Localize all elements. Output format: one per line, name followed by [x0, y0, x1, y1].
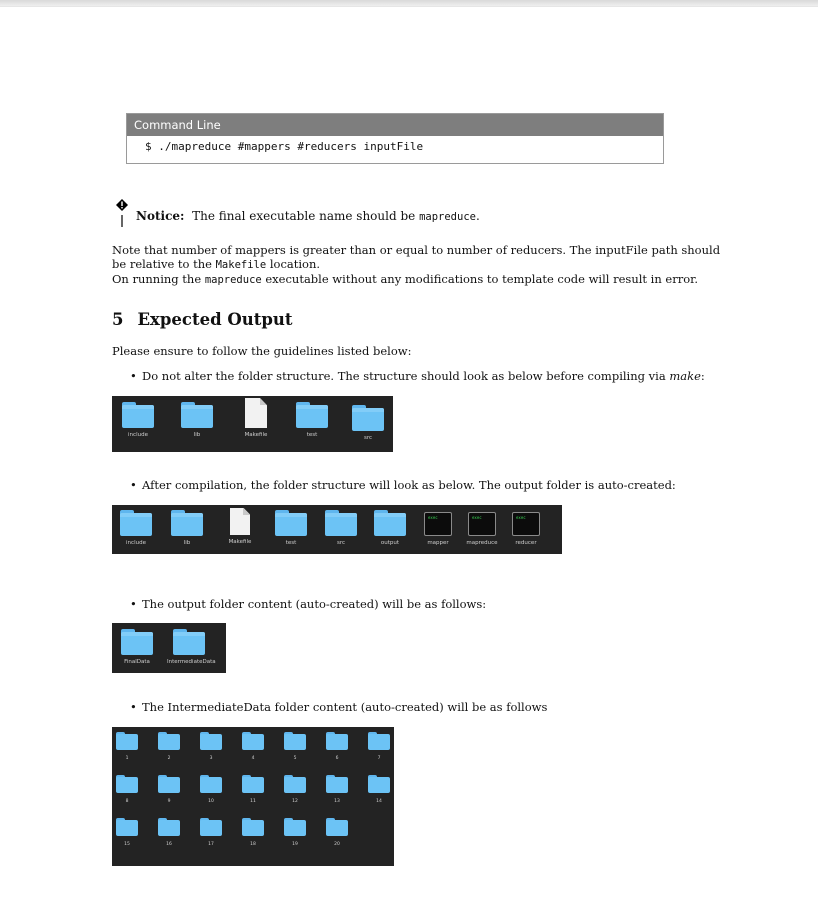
item-label: include: [128, 432, 148, 438]
folder-item: [158, 818, 180, 849]
folder-icon: [200, 818, 222, 836]
folder-icon: [181, 402, 213, 428]
folder-icon: [242, 732, 264, 750]
item-label: test: [306, 432, 318, 438]
folder-icon: [326, 732, 348, 750]
item-label: 2: [167, 756, 171, 761]
folder-item: [116, 818, 138, 849]
folder-icon: [326, 775, 348, 793]
folder-item: [284, 732, 306, 763]
folder-item: [116, 775, 138, 806]
folder-item: [290, 402, 334, 439]
document-icon: [230, 508, 250, 535]
command-line-title: Command Line: [127, 114, 663, 136]
item-label: test: [285, 540, 297, 546]
folder-item: [319, 510, 363, 547]
notice-text: [136, 209, 480, 223]
bullet-2: • After compilation, the folder structure will look as below. The output folder is auto-created:: [130, 478, 676, 492]
para-line-2-post: location.: [269, 257, 321, 271]
viewer-top-bar: [0, 0, 818, 7]
para-line-1: Note that number of mappers is greater than or equal to number of reducers. The inputFile path should: [112, 243, 721, 257]
folder-item: [242, 818, 264, 849]
folder-icon: [171, 510, 203, 536]
bullet-3-text: The output folder content (auto-created) will be as follows:: [142, 597, 487, 611]
para-line-3-pre: On running the: [112, 272, 202, 286]
folder-item: [368, 510, 412, 547]
folder-icon: [200, 732, 222, 750]
folder-item: [167, 629, 216, 666]
section-title: Expected Output: [137, 310, 293, 329]
folder-icon: [368, 775, 390, 793]
para-line-2-pre: be relative to the: [112, 257, 212, 271]
para-line-3: [112, 272, 698, 286]
item-label: output: [380, 540, 400, 546]
command-text: $ ./mapreduce #mappers #reducers inputFile: [145, 140, 424, 153]
folder-icon: [116, 775, 138, 793]
executable-item: [504, 512, 548, 547]
terminal-executable-icon: [512, 512, 540, 536]
executable-item: [416, 512, 460, 547]
executable-item: [460, 512, 504, 547]
folder-item: [368, 775, 390, 806]
para-line-2-code: Makefile: [215, 259, 267, 271]
item-label: 9: [167, 799, 171, 804]
item-label: 14: [376, 799, 382, 804]
item-label: src: [336, 540, 346, 546]
item-label: mapreduce: [466, 540, 498, 546]
folder-icon: [326, 818, 348, 836]
folder-structure-panel: [112, 396, 393, 452]
item-label: 7: [377, 756, 381, 761]
notice-code: mapreduce: [419, 211, 476, 223]
folder-icon: [116, 732, 138, 750]
folder-item: [284, 818, 306, 849]
compiled-structure-panel: [112, 505, 562, 554]
folder-item: [242, 775, 264, 806]
folder-icon: [284, 732, 306, 750]
section-intro: Please ensure to follow the guidelines listed below:: [112, 344, 412, 358]
item-label: 1: [125, 756, 129, 761]
folder-icon: [374, 510, 406, 536]
item-label: Makefile: [244, 432, 268, 438]
bullet-1-text: Do not alter the folder structure. The structure should look as below before compiling via: [142, 369, 666, 383]
item-label: 4: [251, 756, 255, 761]
folder-item: [346, 405, 390, 442]
para-line-2: [112, 257, 320, 271]
folder-item: [368, 732, 390, 763]
item-label: 3: [209, 756, 213, 761]
notice-body: The final executable name should be: [192, 209, 416, 223]
item-label: 13: [334, 799, 340, 804]
item-label: include: [126, 540, 146, 546]
bullet-4-text: The IntermediateData folder content (auto-created) will be as follows: [142, 700, 548, 714]
para-line-3-code: mapreduce: [204, 274, 262, 286]
item-label: 10: [208, 799, 214, 804]
folder-item: [165, 510, 209, 547]
folder-icon: [158, 818, 180, 836]
item-label: reducer: [515, 540, 537, 546]
item-label: 17: [208, 842, 214, 847]
item-label: 11: [250, 799, 256, 804]
command-line-box: [126, 113, 664, 164]
folder-item: [326, 818, 348, 849]
folder-icon: [121, 629, 153, 655]
folder-item: [284, 775, 306, 806]
folder-item: [242, 732, 264, 763]
item-label: 6: [335, 756, 339, 761]
terminal-executable-icon: [468, 512, 496, 536]
folder-icon: [242, 775, 264, 793]
folder-item: [200, 775, 222, 806]
folder-item: [326, 775, 348, 806]
item-label: 20: [334, 842, 340, 847]
folder-icon: [120, 510, 152, 536]
folder-item: [200, 732, 222, 763]
item-label: 8: [125, 799, 129, 804]
folder-item: [115, 629, 159, 666]
folder-item: [114, 510, 158, 547]
document-icon: [245, 398, 267, 428]
folder-item: [326, 732, 348, 763]
folder-icon: [158, 732, 180, 750]
folder-icon: [116, 818, 138, 836]
folder-item: [175, 402, 219, 439]
item-label: src: [363, 435, 373, 441]
intermediate-data-panel: [112, 727, 394, 866]
item-label: Makefile: [228, 539, 252, 545]
folder-item: [116, 732, 138, 763]
folder-item: [269, 510, 313, 547]
para-line-3-post: executable without any modifications to template code will result in error.: [265, 272, 699, 286]
folder-icon: [200, 775, 222, 793]
notice-label: Notice:: [136, 209, 185, 223]
item-label: 5: [293, 756, 297, 761]
folder-item: [200, 818, 222, 849]
notice-icon: [116, 199, 128, 227]
file-item: [218, 508, 262, 546]
folder-item: [158, 732, 180, 763]
bullet-3: • The output folder content (auto-created) will be as follows:: [130, 597, 487, 611]
folder-icon: [158, 775, 180, 793]
item-label: lib: [193, 432, 201, 438]
section-number: 5: [112, 310, 124, 329]
item-label: 18: [250, 842, 256, 847]
folder-icon: [242, 818, 264, 836]
bullet-4: • The IntermediateData folder content (auto-created) will be as follows: [130, 700, 548, 714]
file-item: [234, 398, 278, 439]
folder-icon: [284, 775, 306, 793]
folder-icon: [352, 405, 384, 431]
item-label: 12: [292, 799, 298, 804]
item-label: 16: [166, 842, 172, 847]
item-label: 15: [124, 842, 130, 847]
folder-icon: [173, 629, 205, 655]
item-label: lib: [183, 540, 191, 546]
folder-icon: [368, 732, 390, 750]
folder-icon: [275, 510, 307, 536]
bullet-2-text: After compilation, the folder structure will look as below. The output folder is auto-created:: [142, 478, 676, 492]
folder-icon: [122, 402, 154, 428]
item-label: mapper: [427, 540, 449, 546]
section-heading: [112, 310, 293, 329]
bullet-1: • Do not alter the folder structure. The structure should look as below before compiling via make:: [130, 369, 705, 383]
folder-item: [116, 402, 160, 439]
folder-icon: [325, 510, 357, 536]
bullet-1-italic: make: [669, 369, 701, 383]
item-label: FinalData: [124, 659, 150, 665]
folder-icon: [296, 402, 328, 428]
terminal-executable-icon: [424, 512, 452, 536]
item-label: 19: [292, 842, 298, 847]
output-folder-panel: [112, 623, 226, 673]
notice-end: .: [475, 209, 480, 223]
bullet-1-end: :: [700, 369, 705, 383]
item-label: IntermediateData: [167, 659, 216, 665]
folder-item: [158, 775, 180, 806]
folder-icon: [284, 818, 306, 836]
